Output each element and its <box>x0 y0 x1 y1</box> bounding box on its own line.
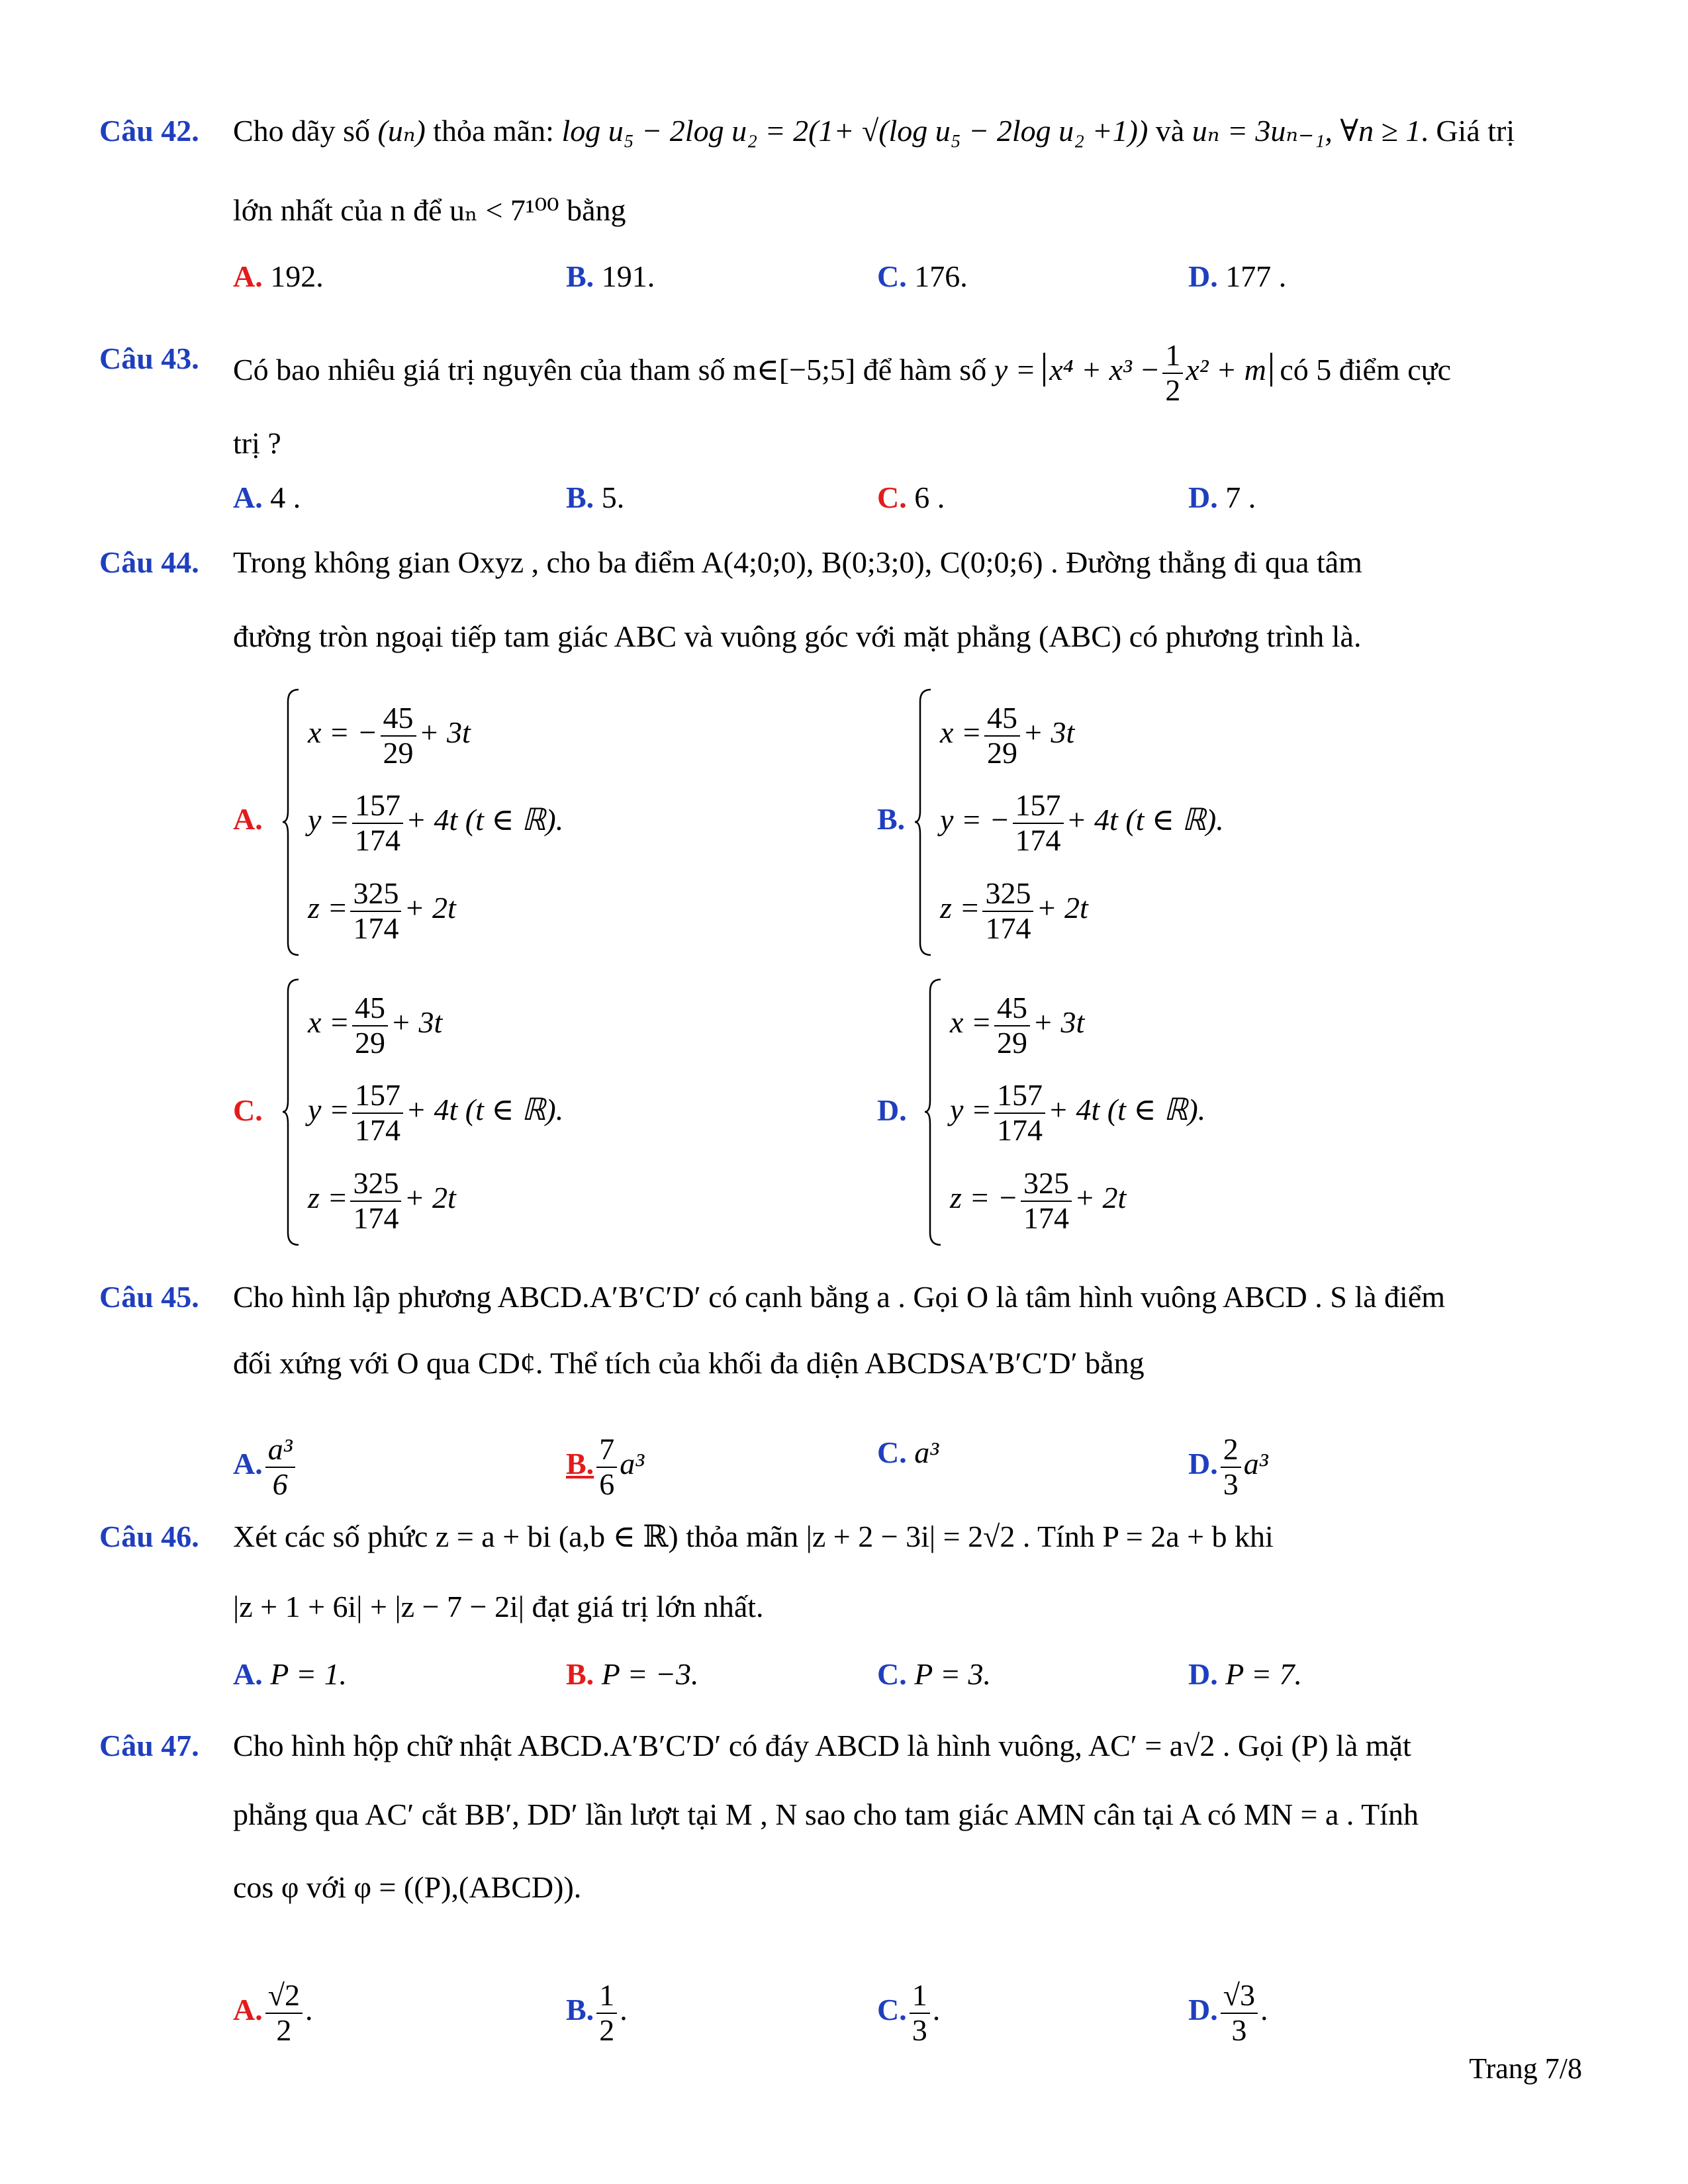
frac-num: 1 <box>910 1979 930 2014</box>
option-frac <box>265 1979 303 2047</box>
eq-post: + 3t <box>390 1005 443 1040</box>
option-label: C. <box>877 480 907 514</box>
eq-post: + 4t <box>405 803 458 837</box>
option-frac <box>910 1979 930 2047</box>
q47-line2: phẳng qua AC′ cắt BB′, DD′ lần lượt tại M , N sao cho tam giác AMN cân tại A có MN = a . Tính <box>233 1797 1419 1831</box>
eq-post: + 4t <box>1066 803 1118 837</box>
q43-func-end: x² + m <box>1186 353 1266 387</box>
q47-option-b[interactable] <box>566 1979 628 2047</box>
eq-post: + 3t <box>1022 715 1075 750</box>
option-text: P = −3. <box>601 1657 699 1691</box>
eq-pre: x = <box>950 1005 992 1040</box>
option-label: D. <box>1188 1657 1218 1691</box>
q43-option-d[interactable] <box>1188 478 1256 518</box>
option-post: . <box>305 1993 313 2027</box>
q42-option-d[interactable] <box>1188 257 1286 296</box>
eq-post: + 3t <box>1032 1005 1085 1040</box>
q43-option-a[interactable] <box>233 478 301 518</box>
option-text: P = 1. <box>270 1657 348 1691</box>
frac-num: 2 <box>1221 1433 1241 1468</box>
option-text: P = 3. <box>914 1657 992 1691</box>
q46-option-c[interactable] <box>877 1655 991 1694</box>
option-text: P = 7. <box>1225 1657 1303 1691</box>
q46-option-d[interactable] <box>1188 1655 1302 1694</box>
eq-y <box>308 1079 563 1147</box>
eq-frac <box>994 991 1030 1060</box>
q42-line2: lớn nhất của n để uₙ < 7¹⁰⁰ bằng <box>233 193 626 227</box>
brace-icon <box>914 688 932 956</box>
eq-frac <box>1013 789 1064 857</box>
option-post: . <box>620 1993 628 2027</box>
eq-tail: (t ∈ ℝ). <box>1107 1093 1206 1127</box>
q42-label: Câu 42. <box>99 114 199 148</box>
option-text: 177 . <box>1225 259 1287 293</box>
frac-den: 29 <box>986 735 1017 770</box>
eq-z <box>308 877 456 945</box>
q42-option-b[interactable] <box>566 257 655 296</box>
frac-den: 3 <box>912 2013 927 2047</box>
eq-pre: x = <box>940 715 982 750</box>
option-label: D. <box>1188 1447 1218 1481</box>
brace-icon <box>281 688 300 956</box>
frac-num: √2 <box>265 1979 303 2014</box>
q42-equation: log u₅ − 2log u₂ = 2(1+ √(log u₅ − 2log u₂ +1)) <box>561 114 1149 148</box>
frac-den: 2 <box>599 2013 615 2047</box>
eq-frac <box>352 1079 403 1147</box>
frac-num: 157 <box>1013 789 1064 824</box>
option-frac <box>1221 1433 1241 1501</box>
q46-line1: Xét các số phức z = a + bi (a,b ∈ ℝ) thỏa mãn |z + 2 − 3i| = 2√2 . Tính P = 2a + b khi <box>233 1520 1274 1553</box>
frac-den: 174 <box>353 1201 399 1235</box>
frac-num: 45 <box>352 991 388 1026</box>
q43-half <box>1162 339 1183 407</box>
frac-den: 29 <box>354 1025 385 1060</box>
q44-line2: đường tròn ngoại tiếp tam giác ABC và vuông góc với mặt phẳng (ABC) có phương trình là. <box>233 619 1362 653</box>
eq-post: + 2t <box>404 891 456 925</box>
frac-num: a³ <box>265 1433 295 1468</box>
eq-frac <box>350 1167 401 1235</box>
q46-line2: |z + 1 + 6i| + |z − 7 − 2i| đạt giá trị lớn nhất. <box>233 1590 764 1623</box>
q42-text: Cho dãy số <box>233 114 370 148</box>
q43-line2: trị ? <box>233 426 281 460</box>
frac-num: 45 <box>984 702 1020 737</box>
q43-option-c[interactable] <box>877 478 945 518</box>
eq-frac <box>381 702 416 770</box>
eq-tail: (t ∈ ℝ). <box>1125 803 1224 837</box>
frac-num: 1 <box>1162 339 1183 374</box>
page-number: Trang 7/8 <box>1469 2052 1582 2085</box>
eq-x <box>308 702 471 770</box>
eq-frac <box>352 991 388 1060</box>
eq-post: + 2t <box>404 1181 456 1215</box>
frac-den: 174 <box>353 911 399 945</box>
option-text: 6 . <box>914 480 945 514</box>
q45-option-b[interactable] <box>566 1433 644 1501</box>
frac-den: 29 <box>383 735 414 770</box>
q42-and: và <box>1155 114 1185 148</box>
option-post: . <box>1260 1993 1268 2027</box>
option-label: A. <box>233 259 263 293</box>
eq-x <box>950 991 1084 1060</box>
eq-frac <box>1021 1167 1072 1235</box>
frac-den: 174 <box>354 823 400 857</box>
q42-seq: (uₙ) <box>377 114 426 148</box>
q45-option-c[interactable] <box>877 1433 939 1473</box>
q42-line1 <box>233 111 1515 151</box>
frac-num: 45 <box>994 991 1030 1026</box>
eq-post: + 3t <box>418 715 471 750</box>
q46-option-a[interactable] <box>233 1655 347 1694</box>
q44-option-c[interactable] <box>281 978 626 1246</box>
eq-post: + 2t <box>1036 891 1088 925</box>
option-label: A. <box>233 1447 263 1481</box>
eq-tail: (t ∈ ℝ). <box>465 1093 564 1127</box>
option-label: B. <box>566 1993 594 2027</box>
option-text: 4 . <box>270 480 301 514</box>
frac-den: 3 <box>1231 2013 1247 2047</box>
option-text: 7 . <box>1225 480 1256 514</box>
eq-pre: y = − <box>940 803 1010 837</box>
option-post: a³ <box>620 1447 644 1481</box>
frac-den: 174 <box>1015 823 1061 857</box>
eq-tail: (t ∈ ℝ). <box>465 803 564 837</box>
option-label: D. <box>1188 480 1218 514</box>
eq-pre: z = − <box>950 1181 1018 1215</box>
option-label: B. <box>566 480 594 514</box>
frac-num: 325 <box>350 877 401 912</box>
option-label: B. <box>566 1447 594 1481</box>
q43-func-body: x⁴ + x³ − <box>1049 353 1160 387</box>
frac-num: 7 <box>596 1433 617 1468</box>
eq-frac <box>994 1079 1045 1147</box>
q43-option-b[interactable] <box>566 478 624 518</box>
eq-pre: x = − <box>308 715 378 750</box>
q47-option-d[interactable] <box>1188 1979 1268 2047</box>
q44-option-b[interactable] <box>914 688 1258 956</box>
q42-option-c[interactable] <box>877 257 968 296</box>
option-post: . <box>932 1993 941 2027</box>
frac-den: 29 <box>996 1025 1027 1060</box>
option-label: C. <box>877 1657 907 1691</box>
option-label: B. <box>566 259 594 293</box>
q47-line1: Cho hình hộp chữ nhật ABCD.A′B′C′D′ có đáy ABCD là hình vuông, AC′ = a√2 . Gọi (P) là mặt <box>233 1729 1411 1762</box>
frac-num: 1 <box>596 1979 617 2014</box>
eq-z <box>308 1167 456 1235</box>
option-text: 5. <box>601 480 625 514</box>
option-post: a³ <box>1243 1447 1268 1481</box>
q45-option-d[interactable] <box>1188 1433 1268 1501</box>
q42-text-mid: thỏa mãn: <box>433 114 554 148</box>
q47-label: Câu 47. <box>99 1729 199 1762</box>
option-label: D. <box>1188 1993 1218 2027</box>
q43-text: Có bao nhiêu giá trị nguyên của tham số m∈[−5;5] để hàm số <box>233 353 987 387</box>
frac-num: 157 <box>352 789 403 824</box>
option-label: D. <box>1188 259 1218 293</box>
brace-icon <box>281 978 300 1246</box>
q45-option-a[interactable] <box>233 1433 298 1501</box>
eq-frac <box>982 877 1033 945</box>
eq-z <box>940 877 1088 945</box>
option-frac <box>596 1979 617 2047</box>
option-label: C. <box>877 1993 907 2027</box>
q43-label: Câu 43. <box>99 341 199 375</box>
frac-num: 325 <box>982 877 1033 912</box>
q44-line1: Trong không gian Oxyz , cho ba điểm A(4;0;0), B(0;3;0), C(0;0;6) . Đường thẳng đi qua tâm <box>233 545 1362 579</box>
q44-option-d-label[interactable]: D. <box>877 1093 907 1127</box>
eq-y <box>308 789 563 857</box>
q42-recurrence: uₙ = 3uₙ₋₁, ∀n ≥ 1 <box>1192 114 1421 148</box>
frac-den: 2 <box>1165 373 1181 407</box>
eq-post: + 4t <box>405 1093 458 1127</box>
option-label: C. <box>877 259 907 293</box>
eq-z <box>950 1167 1126 1235</box>
eq-x <box>308 991 442 1060</box>
eq-post: + 2t <box>1074 1181 1127 1215</box>
eq-post: + 4t <box>1047 1093 1100 1127</box>
frac-den: 6 <box>272 1467 288 1501</box>
eq-pre: y = <box>308 1093 350 1127</box>
q42-line1-end: . Giá trị <box>1421 114 1515 148</box>
q43-line1-end: có 5 điểm cực <box>1280 353 1452 387</box>
eq-pre: x = <box>308 1005 350 1040</box>
eq-pre: z = <box>940 891 980 925</box>
eq-pre: z = <box>308 1181 348 1215</box>
option-frac <box>265 1433 295 1501</box>
eq-y <box>950 1079 1205 1147</box>
q47-option-a[interactable] <box>233 1979 312 2047</box>
q45-label: Câu 45. <box>99 1280 199 1314</box>
q47-line3: cos φ với φ = ((P),(ABCD)). <box>233 1870 582 1904</box>
eq-y <box>940 789 1224 857</box>
frac-den: 174 <box>1023 1201 1069 1235</box>
q44-option-d[interactable] <box>923 978 1268 1246</box>
q47-option-c[interactable] <box>877 1979 940 2047</box>
q44-option-a-label[interactable]: A. <box>233 802 263 836</box>
q43-line1 <box>233 339 1451 407</box>
q44-option-a[interactable] <box>281 688 626 956</box>
q42-option-a[interactable] <box>233 257 324 296</box>
q44-option-b-label[interactable]: B. <box>877 802 906 836</box>
option-post: a³ <box>914 1435 939 1469</box>
eq-pre: z = <box>308 891 348 925</box>
frac-num: 45 <box>381 702 416 737</box>
q43-func-prefix: y = <box>994 353 1036 387</box>
frac-den: 174 <box>985 911 1031 945</box>
eq-pre: y = <box>308 803 350 837</box>
eq-frac <box>984 702 1020 770</box>
q45-line1: Cho hình lập phương ABCD.A′B′C′D′ có cạnh bằng a . Gọi O là tâm hình vuông ABCD . S là điểm <box>233 1280 1446 1314</box>
eq-pre: y = <box>950 1093 992 1127</box>
option-text: 176. <box>914 259 968 293</box>
option-label: A. <box>233 1657 263 1691</box>
eq-frac <box>350 877 401 945</box>
q44-option-c-label[interactable]: C. <box>233 1093 263 1127</box>
frac-num: 157 <box>994 1079 1045 1114</box>
option-label: B. <box>566 1657 594 1691</box>
option-label: A. <box>233 1993 263 2027</box>
frac-den: 174 <box>996 1113 1043 1147</box>
q46-label: Câu 46. <box>99 1520 199 1553</box>
frac-den: 3 <box>1223 1467 1239 1501</box>
q43-abs <box>1043 338 1272 407</box>
frac-num: 157 <box>352 1079 403 1114</box>
frac-num: √3 <box>1221 1979 1258 2014</box>
frac-num: 325 <box>350 1167 401 1202</box>
option-label: C. <box>877 1435 907 1469</box>
option-text: 192. <box>270 259 324 293</box>
option-text: 191. <box>601 259 655 293</box>
eq-frac <box>352 789 403 857</box>
frac-den: 6 <box>599 1467 615 1501</box>
option-frac <box>1221 1979 1258 2047</box>
frac-num: 325 <box>1021 1167 1072 1202</box>
q45-line2: đối xứng với O qua CD¢. Thể tích của khối đa diện ABCDSA′B′C′D′ bằng <box>233 1346 1145 1380</box>
option-label: A. <box>233 480 263 514</box>
frac-den: 174 <box>354 1113 400 1147</box>
brace-icon <box>923 978 942 1246</box>
frac-den: 2 <box>276 2013 292 2047</box>
option-frac <box>596 1433 617 1501</box>
q46-option-b[interactable] <box>566 1655 699 1694</box>
q44-label: Câu 44. <box>99 545 199 579</box>
eq-x <box>940 702 1074 770</box>
